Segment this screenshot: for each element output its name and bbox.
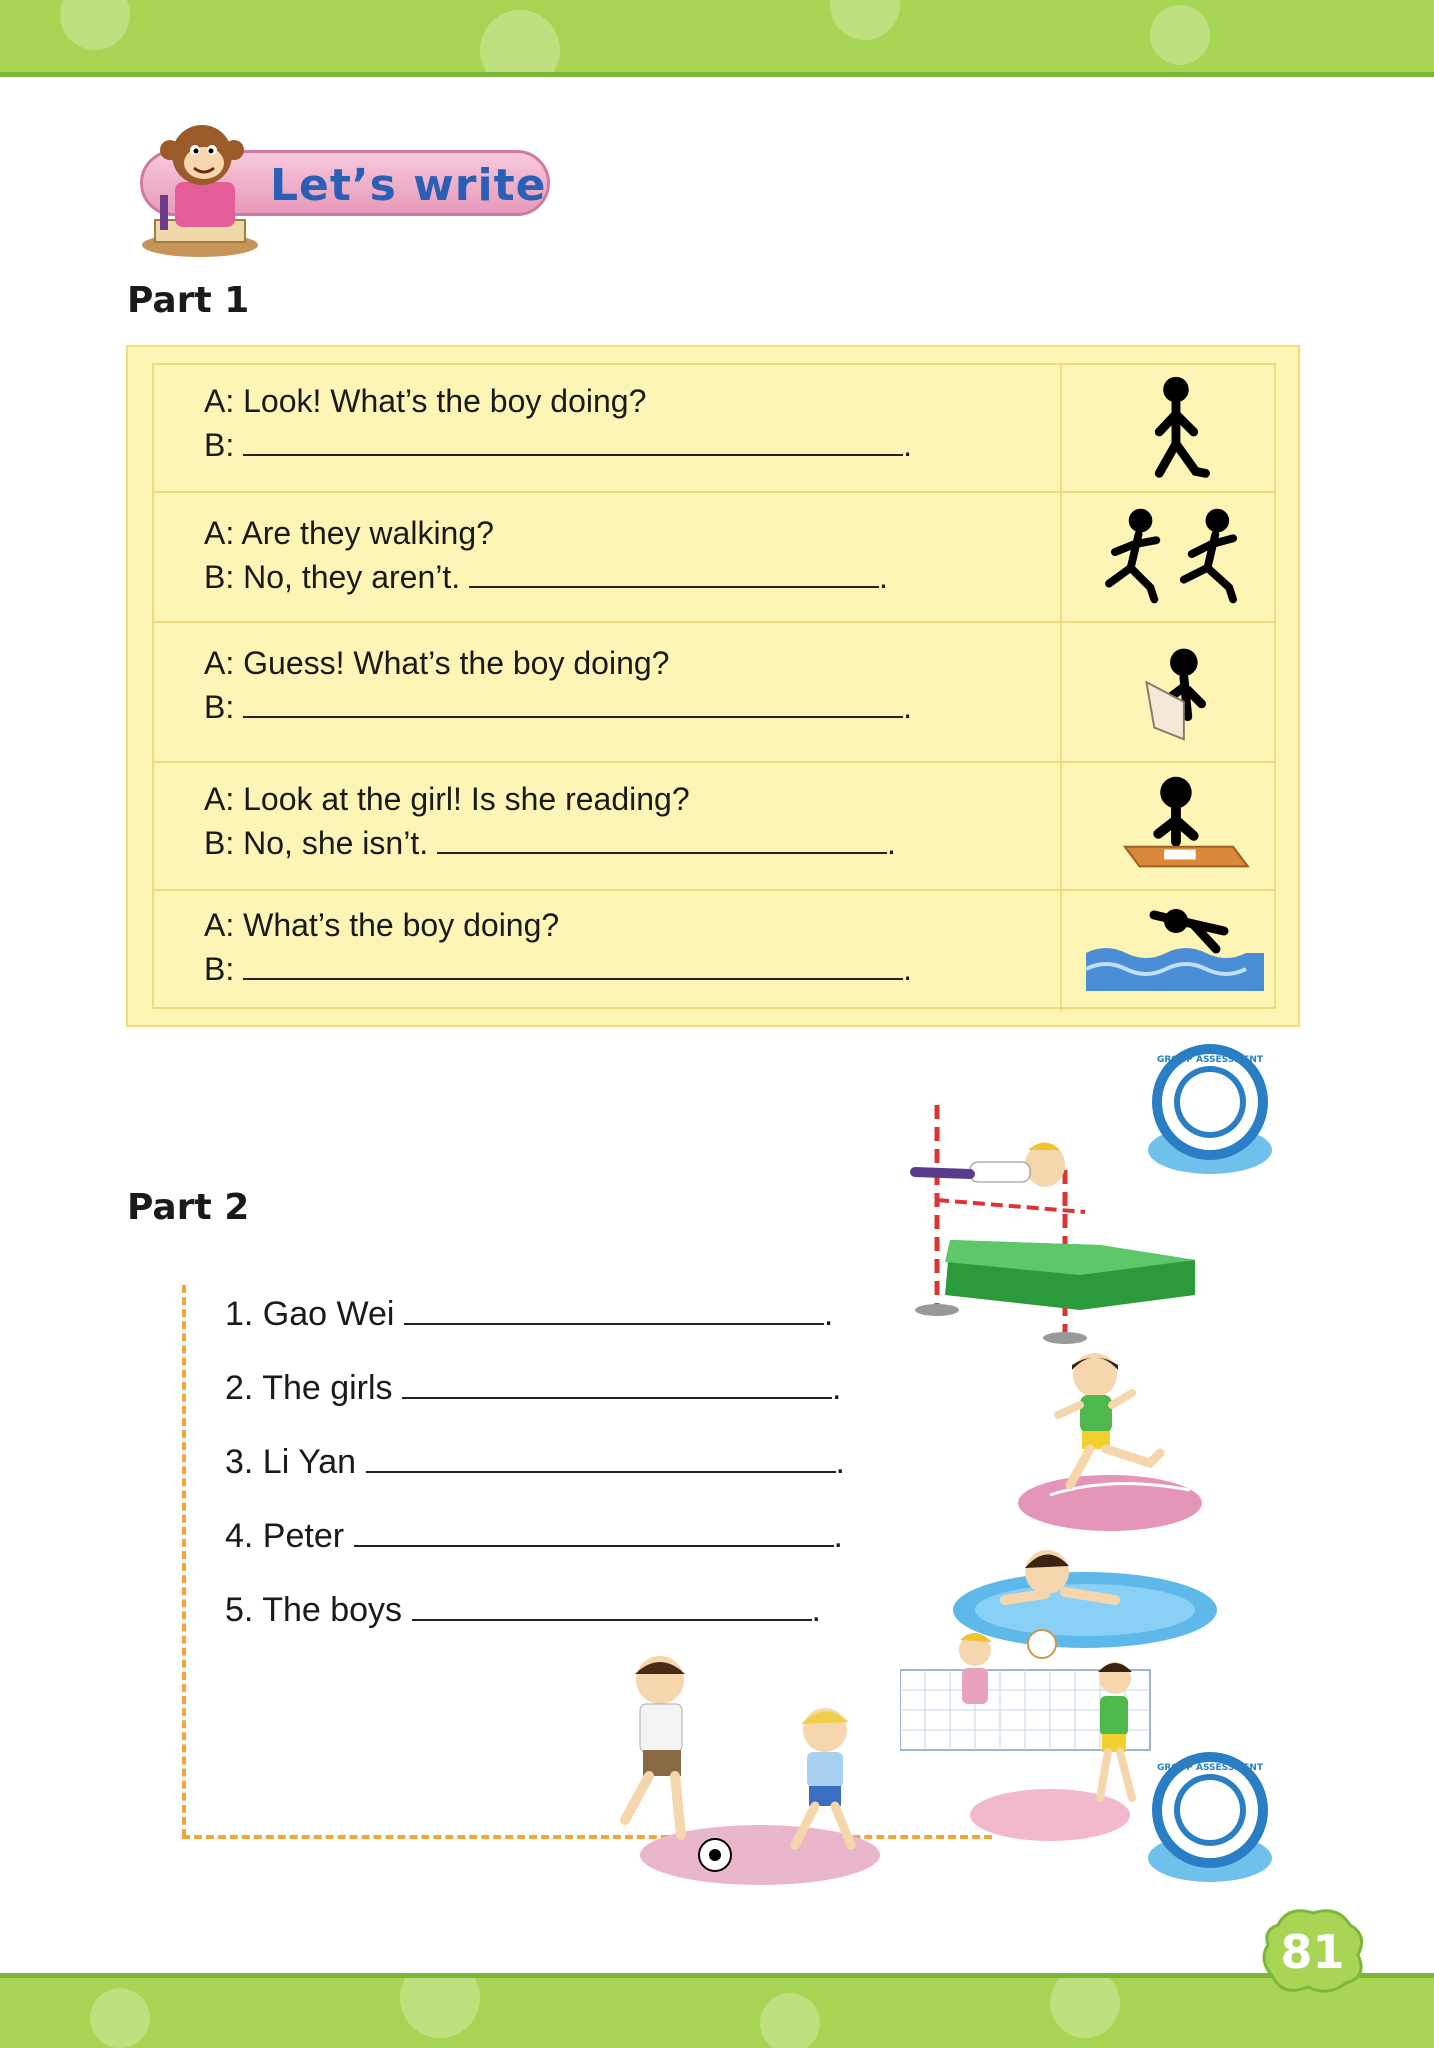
writing-figure-icon — [1084, 763, 1264, 889]
question-text: A: Look! What’s the boy doing? — [204, 383, 647, 419]
badge-text: GROUP ASSESSMENT — [1156, 1055, 1264, 1065]
section-title: Let’s write — [270, 160, 547, 211]
list-item: 1. Gao Wei . — [225, 1295, 834, 1333]
answer-blank[interactable] — [354, 1525, 834, 1547]
list-item: 3. Li Yan . — [225, 1443, 845, 1481]
part2-title: Part 2 — [127, 1187, 250, 1228]
answer-blank[interactable] — [243, 958, 903, 980]
answer-blank[interactable] — [469, 566, 879, 588]
list-item: 2. The girls . — [225, 1369, 842, 1407]
answer-label: B: — [204, 427, 235, 463]
answer-blank[interactable] — [243, 696, 903, 718]
reading-figure-icon — [1084, 623, 1264, 761]
question-text: A: Look at the girl! Is she reading? — [204, 781, 690, 817]
list-item: 4. Peter . — [225, 1517, 843, 1555]
table-row — [154, 493, 1274, 623]
answer-line: B: No, they aren’t. . — [204, 559, 888, 595]
table-row — [154, 365, 1274, 493]
top-decorative-band — [0, 0, 1434, 77]
answer-blank[interactable] — [366, 1451, 836, 1473]
badge-text: GROUP ASSESSMENT — [1156, 1763, 1264, 1773]
item-label: 2. The girls — [225, 1369, 393, 1407]
answer-line: B: . — [204, 951, 913, 987]
list-item: 5. The boys . — [225, 1591, 821, 1629]
page-number: 81 — [1280, 1925, 1345, 1979]
answer-blank[interactable] — [404, 1303, 824, 1325]
answer-label: B: — [204, 951, 235, 987]
answer-blank[interactable] — [437, 832, 887, 854]
dashed-border-vertical — [182, 1285, 186, 1837]
answer-label: B: No, they aren’t. — [204, 559, 461, 595]
volleyball-illustration — [900, 1620, 1160, 1850]
answer-line: B: . — [204, 689, 913, 725]
question-text: A: What’s the boy doing? — [204, 907, 560, 943]
item-label: 1. Gao Wei — [225, 1295, 395, 1333]
part1-table-inner — [152, 363, 1276, 1009]
bottom-decorative-band — [0, 1973, 1434, 2048]
high-jump-illustration — [900, 1100, 1200, 1350]
walking-figure-icon — [1084, 365, 1264, 491]
swimming-figure-icon — [1084, 891, 1264, 1011]
question-text: A: Are they walking? — [204, 515, 494, 551]
table-row — [154, 891, 1274, 1011]
answer-label: B: No, she isn’t. — [204, 825, 429, 861]
table-row — [154, 763, 1274, 891]
football-illustration — [585, 1650, 915, 1890]
item-label: 4. Peter — [225, 1517, 345, 1555]
answer-label: B: — [204, 689, 235, 725]
answer-blank[interactable] — [412, 1599, 812, 1621]
answer-blank[interactable] — [402, 1377, 832, 1399]
table-row — [154, 623, 1274, 763]
question-text: A: Guess! What’s the boy doing? — [204, 645, 670, 681]
answer-line: B: . — [204, 427, 913, 463]
part1-table — [126, 345, 1300, 1027]
monkey-mascot-icon — [130, 110, 260, 260]
item-label: 3. Li Yan — [225, 1443, 357, 1481]
item-label: 5. The boys — [225, 1591, 403, 1629]
section-header — [130, 110, 560, 260]
group-assessment-badge — [1138, 1748, 1282, 1888]
running-figures-icon — [1084, 493, 1264, 621]
part1-title: Part 1 — [127, 280, 250, 321]
running-girl-illustration — [1010, 1345, 1210, 1535]
answer-line: B: No, she isn’t. . — [204, 825, 896, 861]
answer-blank[interactable] — [243, 434, 903, 456]
